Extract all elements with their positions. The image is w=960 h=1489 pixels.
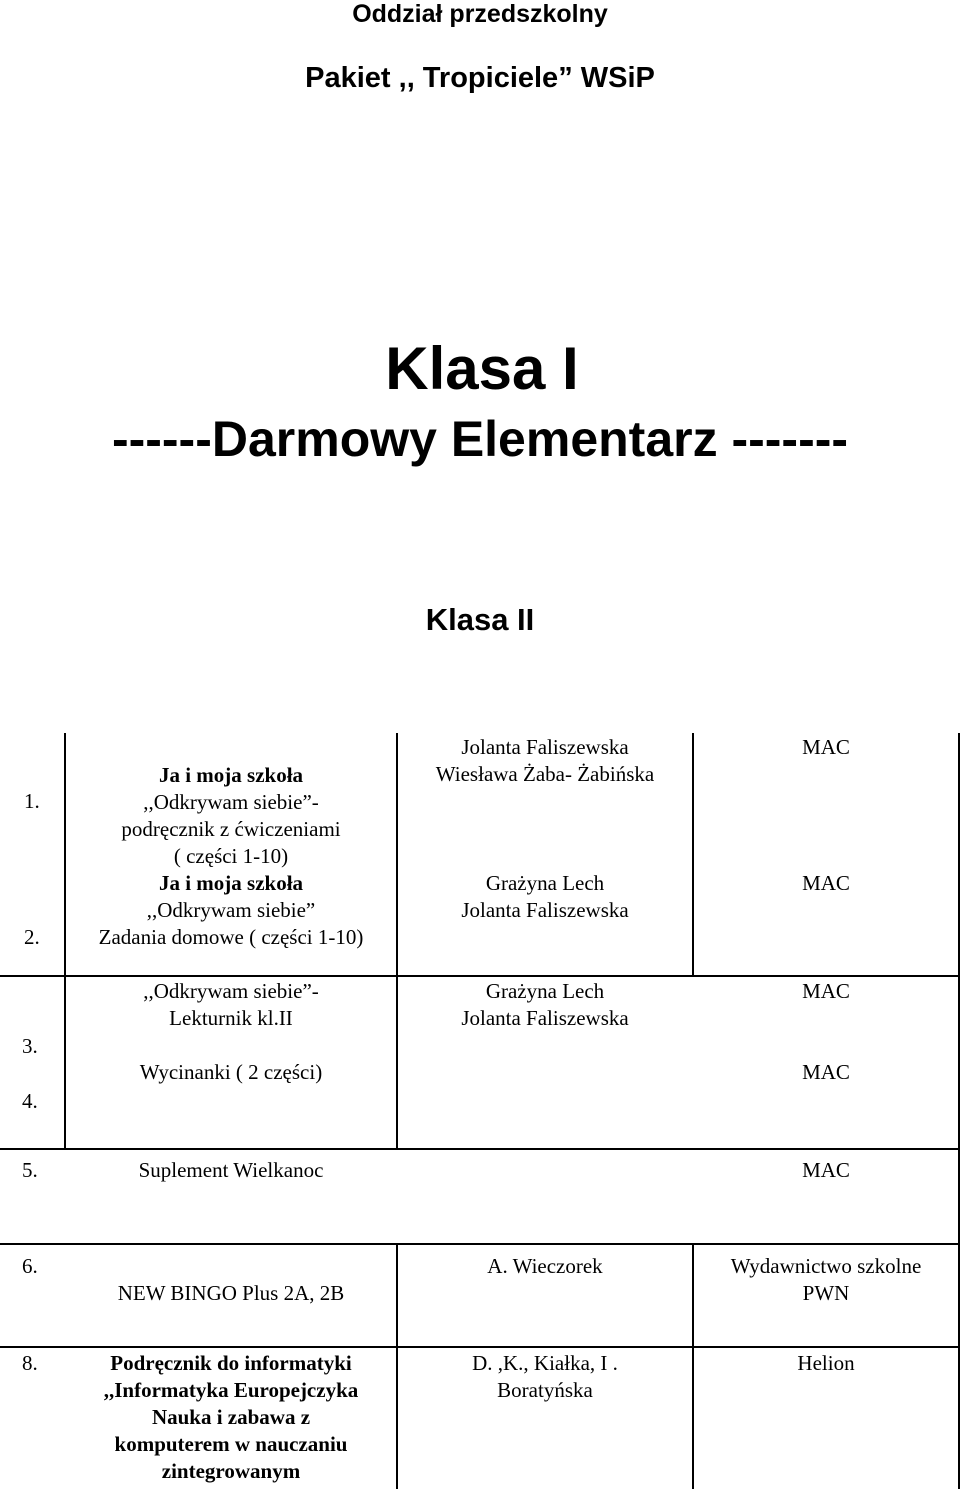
author-name: Jolanta Faliszewska <box>461 898 629 922</box>
publisher-line: PWN <box>802 1281 850 1305</box>
row-number: 5. <box>22 1158 38 1182</box>
author-name: Jolanta Faliszewska <box>461 1006 629 1030</box>
book-title-line: ,,Odkrywam siebie” <box>146 898 316 922</box>
book-title-line: podręcznik z ćwiczeniami <box>121 817 341 841</box>
grid-line <box>0 1148 960 1150</box>
grid-line <box>0 975 960 977</box>
book-title-line: Podręcznik do informatyki <box>110 1351 352 1375</box>
author-name: Jolanta Faliszewska <box>461 735 629 759</box>
publisher: MAC <box>802 735 850 759</box>
book-authors <box>398 978 692 1032</box>
book-title: NEW BINGO Plus 2A, 2B <box>117 1281 345 1305</box>
book-authors <box>398 870 692 924</box>
book-title-line: ,,Odkrywam siebie”- <box>143 790 319 814</box>
book-authors <box>398 734 692 788</box>
book-title <box>66 1350 396 1485</box>
class-2-heading: Klasa II <box>425 602 535 637</box>
book-title: Suplement Wielkanoc <box>138 1158 324 1182</box>
author-name: Grażyna Lech <box>485 979 605 1003</box>
grid-line <box>0 1243 960 1245</box>
row-number: 1. <box>24 789 40 813</box>
class-1-heading: Klasa I <box>385 335 579 402</box>
publisher: MAC <box>802 871 850 895</box>
publisher: MAC <box>802 1158 850 1182</box>
package-title: Pakiet ,, Tropiciele” WSiP <box>305 62 655 94</box>
publisher: MAC <box>802 979 850 1003</box>
row-number: 3. <box>22 1034 38 1058</box>
book-title-bold: Ja i moja szkoła <box>158 763 304 787</box>
grid-line <box>0 1346 960 1348</box>
book-title-line: Nauka i zabawa z <box>151 1405 311 1429</box>
book-authors: A. Wieczorek <box>487 1254 603 1278</box>
book-title-line: ,,Odkrywam siebie”- <box>143 979 319 1003</box>
publisher <box>694 1253 958 1307</box>
book-title-line: ,,Informatyka Europejczyka <box>103 1378 359 1402</box>
row-number: 6. <box>22 1254 38 1278</box>
row-number: 8. <box>22 1351 38 1375</box>
book-title <box>66 978 396 1032</box>
book-title: Wycinanki ( 2 części) <box>139 1060 323 1084</box>
book-title-line: ( części 1-10) <box>173 844 289 868</box>
author-name: Wiesława Żaba- Żabińska <box>435 762 655 786</box>
book-title-line: zintegrowanym <box>161 1459 301 1483</box>
publisher-line: Wydawnictwo szkolne <box>730 1254 922 1278</box>
book-title-line: Zadania domowe ( części 1-10) <box>98 925 364 949</box>
row-number: 2. <box>24 925 40 949</box>
darmowy-elementarz-heading: ------Darmowy Elementarz ------- <box>111 411 849 467</box>
grid-line <box>396 733 398 1149</box>
publisher: MAC <box>802 1060 850 1084</box>
book-title-bold: Ja i moja szkoła <box>158 871 304 895</box>
book-title-line: Lekturnik kl.II <box>169 1006 293 1030</box>
author-name: Boratyńska <box>497 1378 593 1402</box>
author-name: Grażyna Lech <box>485 871 605 895</box>
publisher: Helion <box>797 1351 855 1375</box>
book-authors <box>398 1350 692 1404</box>
grid-line <box>692 733 694 975</box>
row-number: 4. <box>22 1089 38 1113</box>
section-title: Oddział przedszkolny <box>352 0 608 28</box>
author-name: D. ,K., Kiałka, I . <box>472 1351 618 1375</box>
book-title <box>66 762 396 951</box>
book-title-line: komputerem w nauczaniu <box>114 1432 348 1456</box>
